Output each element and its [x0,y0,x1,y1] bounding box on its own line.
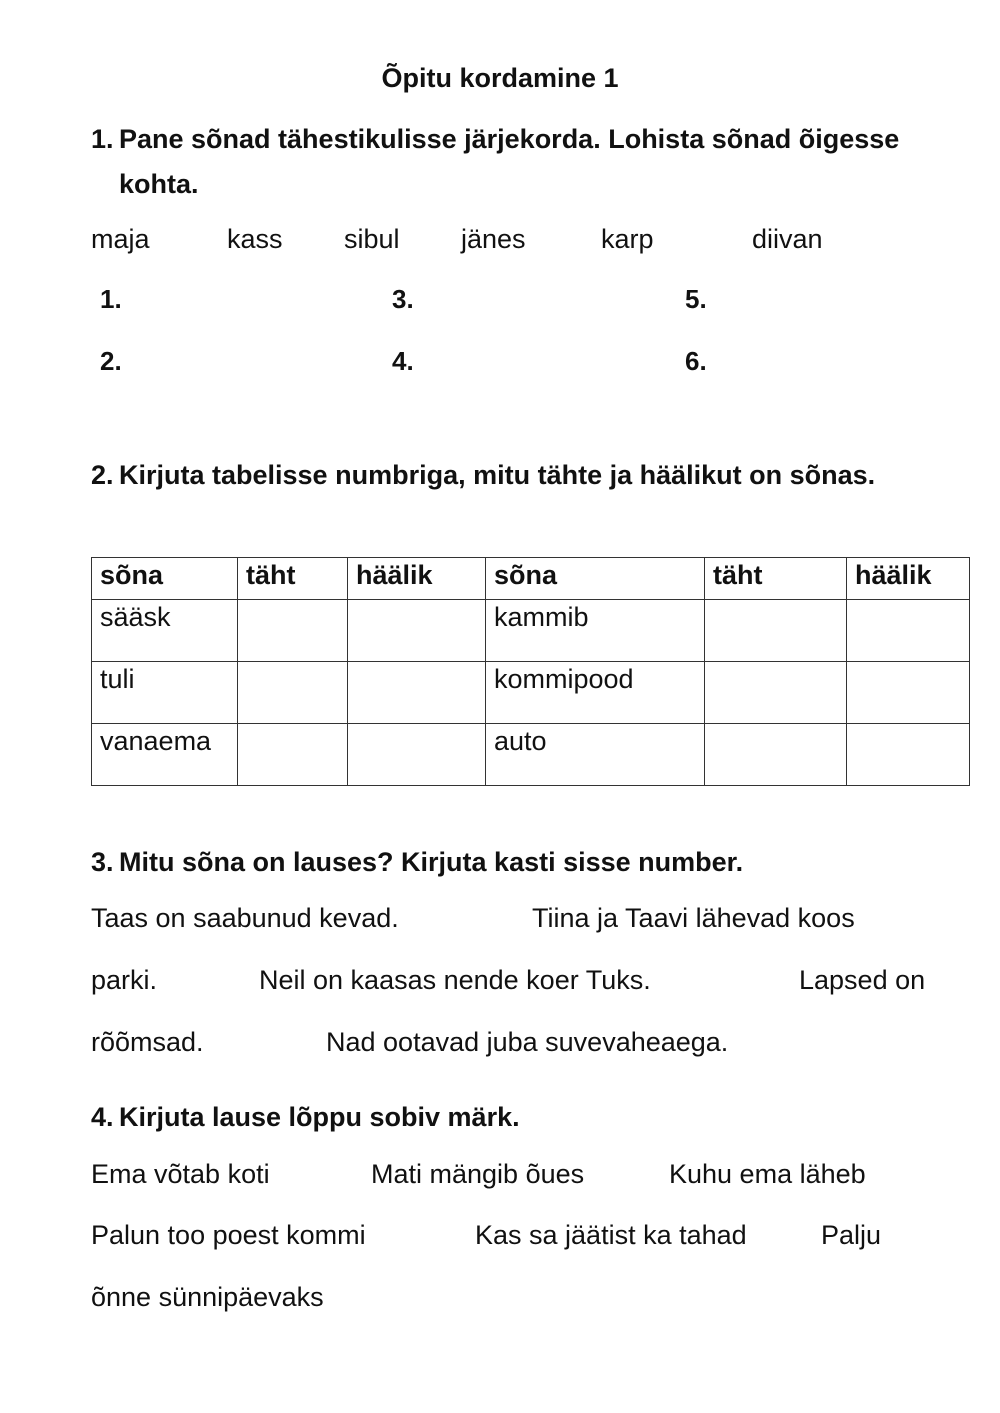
sentence-fragment: Neil on kaasas nende koer Tuks. [259,965,651,995]
sentence-fragment: õnne sünnipäevaks [91,1282,324,1312]
table-row [92,724,970,786]
drop-slot-2[interactable]: 2. [100,346,122,376]
sentence-fragment: parki. [91,965,158,995]
table-header: häälik [847,558,970,600]
task3-heading [91,840,921,885]
answer-cell[interactable] [348,662,486,724]
table-row [92,662,970,724]
draggable-word[interactable]: sibul [344,224,400,254]
task3-number: 3. [91,847,114,877]
word-cell: tuli [92,662,238,724]
task1-heading [91,117,921,207]
drop-slot-4[interactable]: 4. [392,346,414,376]
sentence-fragment: Taas on saabunud kevad. [91,903,399,933]
table-header: sõna [486,558,705,600]
task4-heading [91,1095,921,1140]
table-header-row [92,558,970,600]
sentence-fragment: Tiina ja Taavi lähevad koos [532,903,855,933]
letters-sounds-table [91,557,970,786]
table-header: täht [238,558,348,600]
drop-slot-3[interactable]: 3. [392,284,414,314]
table-header: täht [705,558,847,600]
word-cell: kommipood [486,662,705,724]
sentence-fragment: Mati mängib õues [371,1159,585,1189]
answer-cell[interactable] [705,600,847,662]
sentence-fragment: rõõmsad. [91,1027,204,1057]
word-cell: sääsk [92,600,238,662]
answer-cell[interactable] [705,724,847,786]
word-cell: vanaema [92,724,238,786]
answer-cell[interactable] [238,600,348,662]
task4-number: 4. [91,1102,114,1132]
drop-slot-1[interactable]: 1. [100,284,122,314]
draggable-word[interactable]: karp [601,224,654,254]
answer-cell[interactable] [348,600,486,662]
task2-instruction: Kirjuta tabelisse numbriga, mitu tähte ja häälikut on sõnas. [119,460,876,490]
answer-cell[interactable] [348,724,486,786]
task1-instruction: Pane sõnad tähestikulisse järjekorda. Lohista sõnad õigesse kohta. [119,124,900,199]
word-cell: auto [486,724,705,786]
sentence-fragment: Palun too poest kommi [91,1220,366,1250]
answer-cell[interactable] [847,600,970,662]
sentence-fragment: Palju [821,1220,882,1250]
page-title: Õpitu kordamine 1 [381,63,619,93]
sentence-fragment: Kas sa jäätist ka tahad [475,1220,747,1250]
draggable-word[interactable]: maja [91,224,150,254]
drop-slot-5[interactable]: 5. [685,284,707,314]
draggable-word[interactable]: kass [227,224,283,254]
answer-cell[interactable] [705,662,847,724]
answer-cell[interactable] [238,724,348,786]
answer-cell[interactable] [847,662,970,724]
table-row [92,600,970,662]
draggable-word[interactable]: diivan [752,224,823,254]
task1-number: 1. [91,124,114,154]
word-cell: kammib [486,600,705,662]
answer-cell[interactable] [847,724,970,786]
draggable-word[interactable]: jänes [461,224,526,254]
task2-heading [91,453,921,498]
drop-slot-6[interactable]: 6. [685,346,707,376]
table-header: sõna [92,558,238,600]
sentence-fragment: Kuhu ema läheb [669,1159,866,1189]
sentence-fragment: Ema võtab koti [91,1159,270,1189]
task4-instruction: Kirjuta lause lõppu sobiv märk. [119,1102,520,1132]
task3-instruction: Mitu sõna on lauses? Kirjuta kasti sisse number. [119,847,744,877]
table-header: häälik [348,558,486,600]
task2-number: 2. [91,460,114,490]
sentence-fragment: Nad ootavad juba suvevaheaega. [326,1027,729,1057]
answer-cell[interactable] [238,662,348,724]
sentence-fragment: Lapsed on [799,965,926,995]
